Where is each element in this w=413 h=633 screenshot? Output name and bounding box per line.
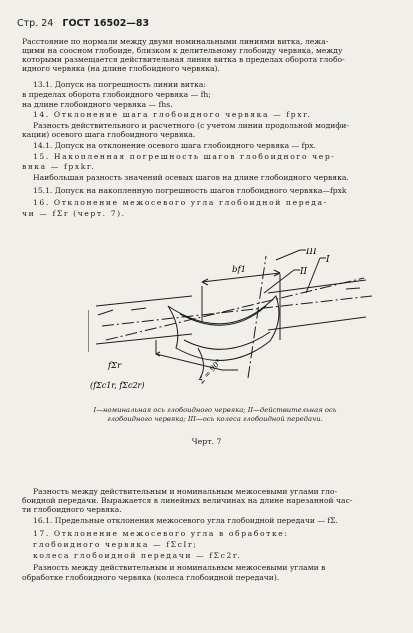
figure-caption-2: глобоидного червяка; III—ось колеса глобоидной передачи. — [107, 415, 323, 423]
text-line-18: Разность между действительным и номинальным межосевыми углами гло- — [33, 487, 338, 496]
label-f-sigma-c: (fΣc1r, fΣc2r) — [90, 381, 145, 390]
figure-name: Черт. 7 — [191, 437, 222, 446]
text-line-7: на длине глобоидного червяка — fhs. — [22, 100, 173, 109]
text-line-3: которыми размещается действительная линия витка в пределах оборота глобо- — [22, 55, 345, 64]
section-heading-16: 16. Отклонение межосевого угла глобоидной переда- — [33, 198, 328, 207]
label-angle: Σ = 90° — [196, 357, 224, 386]
text-line-14: Наибольшая разность значений осевых шагов на длине глобоидного червяка. — [33, 173, 349, 182]
text-line-17: чи — fΣr (черт. 7). — [22, 209, 126, 218]
page-number: Стр. 24 — [17, 18, 54, 29]
worm-tooth-curve-2 — [184, 332, 270, 349]
axis-actual — [106, 278, 364, 340]
text-line-19: боидной передачи. Выражается в линейных величинах на длине нарезанной час- — [22, 496, 353, 505]
figure-caption-1: I—номинальная ось глобоидного червяка; II—действительная ось — [93, 406, 337, 414]
section-heading-17: 17. Отклонение межосевого угла в обработке: — [33, 529, 289, 538]
text-line-4: идного червяка (на длине глобоидного червяка). — [22, 64, 220, 73]
text-line-5: 13.1. Допуск на погрешность линии витка: — [33, 80, 206, 89]
section-heading-14: 14. Отклонение шага глобоидного червяка — fpxr. — [33, 110, 312, 119]
text-line-24: колеса глобоидной передачи — fΣc2r. — [33, 551, 242, 560]
text-line-6: в пределах оборота глобоидного червяка — fh; — [22, 90, 211, 99]
text-line-2: щими на соосном глобоиде, близком к делительному глобоиду червяка, между — [22, 46, 343, 55]
text-line-21: 16.1. Предельные отклонения межосевого угла глобоидной передачи — fΣ. — [33, 516, 338, 525]
worm-body-right — [268, 280, 366, 330]
text-line-1: Расстояние по нормали между двумя номинальными линиями витка, лежа- — [22, 37, 329, 46]
label-f-sigma: fΣr — [108, 361, 122, 371]
text-line-10: кации) осевого шага глобоидного червяка. — [22, 130, 196, 139]
label-bf1: bf1 — [232, 265, 246, 275]
standard-number: ГОСТ 16502—83 — [62, 18, 150, 29]
text-line-15: 15.1. Допуск на накопленную погрешность шагов глобоидного червяка—fpxk — [33, 186, 347, 195]
text-line-11: 14.1. Допуск на отклонение осевого шага глобоидного червяка — fpx. — [33, 141, 316, 150]
text-line-26: обработке глобоидного червяка (колеса глобоидной передачи). — [22, 573, 280, 582]
page-header — [17, 18, 149, 29]
text-line-25: Разность между действительным и номинальным межосевыми углами в — [33, 563, 326, 572]
text-line-20: ти глобоидного червяка. — [22, 505, 122, 514]
text-line-23: глобоидного червяка — fΣcIr; — [33, 540, 198, 549]
label-axis-3: III — [306, 248, 317, 257]
worm-throat-outline — [168, 296, 279, 360]
section-heading-15: 15. Накопленная погрешность шагов глобоидного чер- — [33, 152, 336, 161]
text-line-13: вяка — fpxkr. — [22, 162, 96, 171]
figure-worm-drawing — [88, 248, 376, 404]
text-line-9: Разность действительного и расчетного (с учетом линии продольной модифи- — [33, 121, 349, 130]
label-axis-1: I — [326, 255, 330, 265]
label-axis-2: II — [300, 267, 308, 277]
